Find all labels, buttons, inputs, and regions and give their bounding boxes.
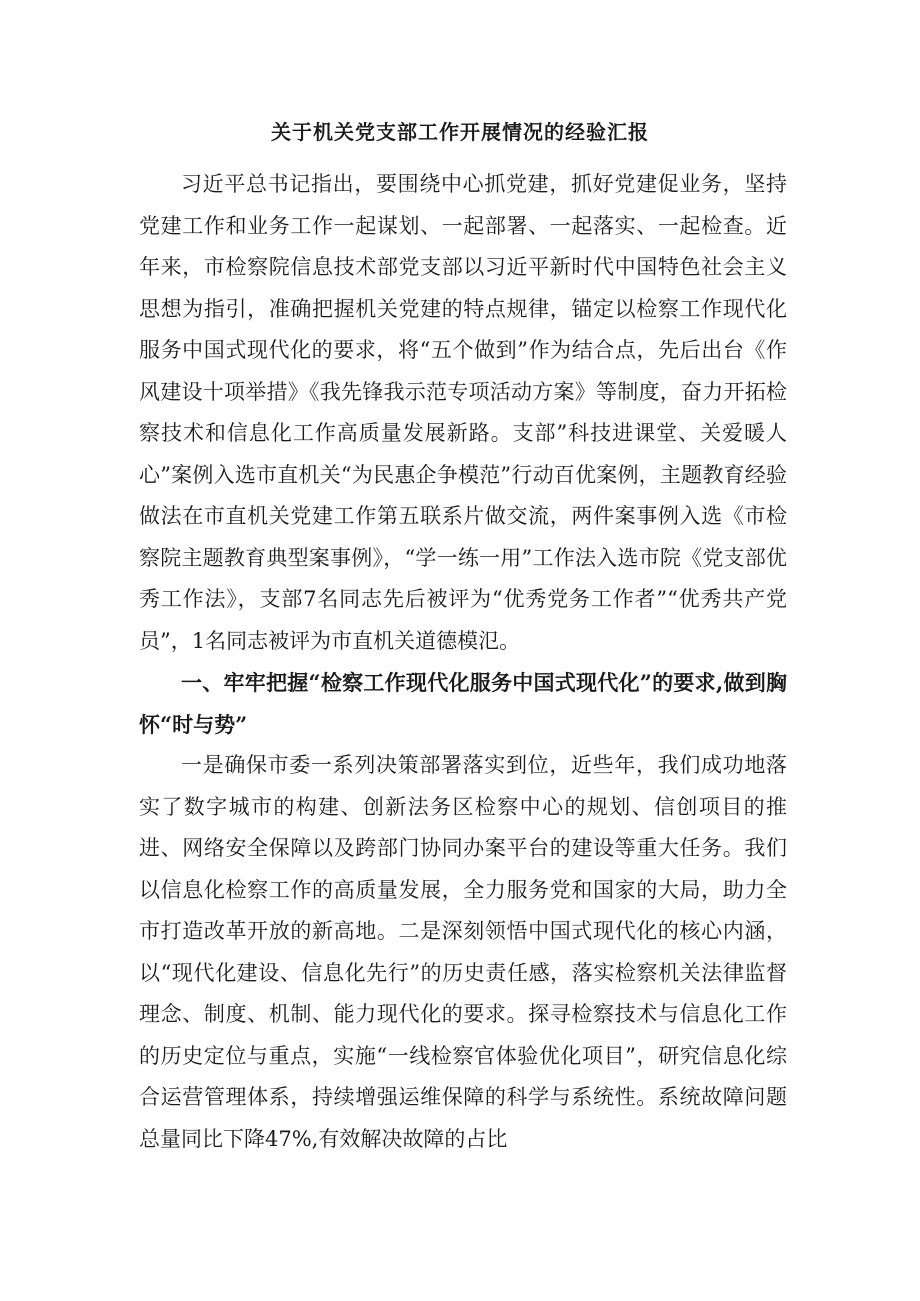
document-body — [139, 164, 787, 1160]
intro-paragraph: 习近平总书记指出，要围绕中心抓党建，抓好党建促业务，坚持党建工作和业务工作一起谋划、一起部署、一起落实、一起检查。近年来，市检察院信息技术部党支部以习近平新时代中国特色社会主义思想为指引，准确把握机关党建的特点规律，锚定以检察工作现代化服务中国式现代化的要求，将“五个做到”作为结合点，先后出台《作风建设十项举措》《我先锋我示范专项活动方案》等制度，奋力开拓检察技术和信息化工作高质量发展新路。支部”科技进课堂、关爱暖人心”案例入选市直机关“为民惠企争模范”行动百优案例，主题教育经验做法在市直机关党建工作第五联系片做交流，两件案事例入选《市检察院主题教育典型案事例》，“学一练一用”工作法入选市院《党支部优秀工作法》，支部7名同志先后被评为“优秀党务工作者”“优秀共产党员”，1名同志被评为市直机关道德模氾。 — [139, 172, 787, 653]
section-1-paragraph: 一是确保市委一系列决策部署落实到位，近些年，我们成功地落实了数字城市的构建、创新法务区检察中心的规划、信创项目的推进、网络安全保障以及跨部门协同办案平台的建设等重大任务。我们以信息化检察工作的高质量发展，全力服务党和国家的大局，助力全市打造改革开放的新高地。二是深刻领悟中国式现代化的核心内涵，以“现代化建设、信息化先行”的历史责任感，落实检察机关法律监督理念、制度、机制、能力现代化的要求。探寻检察技术与信息化工作的历史定位与重点，实施“一线检察官体验优化项目”，研究信息化综合运营管理体系，持续增强运维保障的科学与系统性。系统故障问题总量同比下降47%,有效解决故障的占比 — [139, 753, 787, 1151]
section-heading-1: 一、牢牢把握“检察工作现代化服务中国式现代化”的要求,做到胸怀“时与势” — [139, 670, 787, 737]
document-title: 关于机关党支部工作开展情况的经验汇报 — [271, 120, 649, 144]
